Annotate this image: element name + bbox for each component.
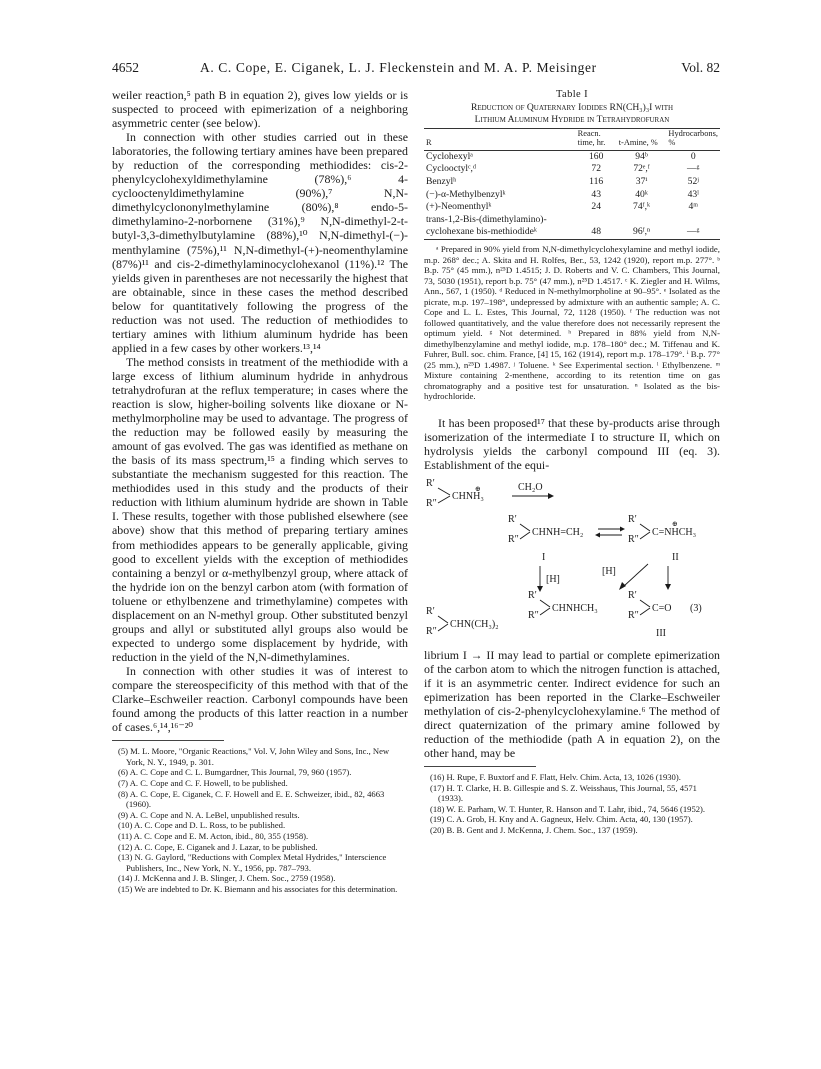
bond xyxy=(438,616,448,623)
body-paragraph: librium I → II may lead to partial or complete epimerization of the carbon atom to which the nitrogen function is attached, if it is an asymmetric center. Indirect evidence for such an epimerization has been reported in the Clarke–Eschweiler methylation of cis-2-phenylcyclohexylamine.⁶ The method of direct quaternization of the primary amine followed by reduction of the methiodide (path A in equation 2), on the other hand, may be xyxy=(424,647,720,761)
arrow-head xyxy=(537,586,543,592)
table-row xyxy=(424,163,720,176)
charge-sign: ⊕ xyxy=(475,484,481,493)
table-row xyxy=(424,201,720,214)
reaction-scheme-svg xyxy=(424,476,720,644)
table-cell: 0 xyxy=(690,150,696,162)
body-paragraph: weiler reaction,⁵ path B in equation 2), gives low yields or is suspected to proceed with epimerization of a neighboring asymmetric center (see below). xyxy=(112,88,408,131)
substituent-r1: R′ xyxy=(426,477,435,489)
table-header-row xyxy=(424,129,720,151)
footnote: (6) A. C. Cope and C. L. Bumgardner, This Journal, 79, 960 (1957). xyxy=(118,767,352,778)
table-cell: 37ⁱ xyxy=(635,176,648,188)
bond xyxy=(438,488,450,495)
table-row xyxy=(424,176,720,189)
ammonium-group: CHNH₃ xyxy=(452,490,484,502)
bond xyxy=(640,524,650,531)
table-row xyxy=(424,214,720,240)
compound-label-ii: II xyxy=(672,551,679,563)
substituent-r2: R″ xyxy=(426,497,437,509)
table-cell: 40ᵏ xyxy=(635,188,648,200)
compound-label-iii: III xyxy=(656,627,666,639)
reaction-scheme xyxy=(424,476,720,644)
table-cell: Cyclohexylᵃ xyxy=(426,150,473,162)
table-caption: Table I xyxy=(555,89,589,100)
substituent-r1: R′ xyxy=(508,513,517,525)
bond xyxy=(640,532,650,539)
substituent-r2: R″ xyxy=(508,533,519,545)
footnote: (17) H. T. Clarke, H. B. Gillespie and S. Z. Weisshaus, This Journal, 55, 4571 (1933). xyxy=(430,782,697,804)
table-cell: 24 xyxy=(591,201,601,213)
substituent-r2: R″ xyxy=(426,625,437,637)
bond xyxy=(520,532,530,539)
compound-label-i: I xyxy=(542,551,546,563)
page-number: 4652 xyxy=(112,60,139,75)
body-paragraph: It has been proposed¹⁷ that these by-products arise through isomerization of the intermediate I to structure II, which on hydrolysis yields the carbonyl compound III (eq. 3). Establishment of the equi- xyxy=(424,415,720,472)
table-footnotes: ᵃ Prepared in 90% yield from N,N-dimethylcyclohexylamine and methyl iodide, m.p. 268° dec.; A. Skita and H. Rolfes, Ber., 53, 1242 (1920), report m.p. 277°. ᵇ B.p. 75° (45 mm.), n²⁵D 1.4515; J. D. Roberts and V. C. Chambers, This Journal, 73, 5030 (1951), report b.p. 75° (47 mm.), n²⁵D 1.4517. ᶜ K. Ziegler and H. Wilms, Ann., 567, 1 (1950). ᵈ Reduced in N-methylmorpholine at 90–95°. ᵉ Isolated as the picrate, m.p. 197–198°, undepressed by admixture with an authentic sample; A. C. Cope and L. L. Estes, This Journal, 72, 1128 (1950). ᶠ The reduction was not followed quantitatively, and the value therefore does not necessarily represent the optimum yield. ᵍ Not determined. ʰ Prepared in 88% yield from N,N-dimethylbenzylamine and methyl iodide, m.p. 178–180° dec.; M. Tiffenau and K. Fuhrer, Bull. soc. chim. France, [4] 15, 162 (1914), report m.p. 178–179°. ⁱ B.p. 77° (25 mm.), n²⁵D 1.4987. ʲ Toluene. ᵏ See Experimental section. ˡ Ethylbenzene. ᵐ Mixture containing 2-menthene, according to its retention time on gas chromatography and a positive test for unsaturation. ⁿ Isolated as the bis-hydrochloride. xyxy=(424,244,720,402)
table-cell: 43ˡ xyxy=(687,188,699,200)
bond xyxy=(540,600,550,607)
table-cell: 52ʲ xyxy=(687,176,699,188)
footnote: (11) A. C. Cope and E. M. Acton, ibid., 80, 355 (1958). xyxy=(118,830,309,841)
table-cell: 72 xyxy=(591,163,601,175)
charge-sign: ⊕ xyxy=(672,519,678,528)
carbonyl-group: C=O xyxy=(652,602,672,614)
footnotes-right xyxy=(424,772,720,836)
data-table xyxy=(424,128,720,240)
footnote: (5) M. L. Moore, "Organic Reactions," Vol. V, John Wiley and Sons, Inc., New York, N. Y., 1949, p. 301. xyxy=(118,746,390,767)
author-line: A. C. Cope, E. Ciganek, L. J. Fleckenstein and M. A. P. Meisinger xyxy=(200,60,597,75)
right-column xyxy=(424,88,720,836)
iminium-group: C=NHCH₃ xyxy=(652,526,697,538)
bond xyxy=(640,608,650,615)
arrow-head xyxy=(620,526,625,531)
footnote: (19) C. A. Grob, H. Kny and A. Gagneux, Helv. Chim. Acta, 40, 130 (1957). xyxy=(430,814,693,825)
table-cell: 74ᶠ,ᵏ xyxy=(633,201,651,213)
table-cell: 96ᶠ,ⁿ xyxy=(633,226,651,238)
substituent-r2: R″ xyxy=(528,609,539,621)
footnote-rule xyxy=(424,766,536,767)
footnote: (13) N. G. Gaylord, "Reductions with Complex Metal Hydrides," Interscience Publishers, Inc., New York, N. Y., 1956, pp. 787–793. xyxy=(118,852,387,873)
substituent-r1: R′ xyxy=(426,605,435,617)
table-notes xyxy=(424,244,720,402)
bond xyxy=(640,600,650,607)
footnote: (7) A. C. Cope and C. F. Howell, to be published. xyxy=(118,777,288,788)
table-cell: 72ᵉ,ᶠ xyxy=(633,163,650,175)
footnote: (9) A. C. Cope and N. A. LeBel, unpublished results. xyxy=(118,809,300,820)
volume-label: Vol. 82 xyxy=(681,60,720,75)
reagent-label: CH₂O xyxy=(518,481,543,493)
substituent-r1: R′ xyxy=(628,513,637,525)
substituent-r2: R″ xyxy=(628,609,639,621)
footnote: (12) A. C. Cope, E. Ciganek and J. Lazar, to be published. xyxy=(118,841,318,852)
substituent-r1: R′ xyxy=(528,589,537,601)
arrow-head xyxy=(665,584,671,590)
reduction-arrow xyxy=(624,564,648,586)
footnote: (16) H. Rupe, F. Buxtorf and F. Flatt, Helv. Chim. Acta, 13, 1026 (1930). xyxy=(430,772,681,783)
bond xyxy=(438,624,448,631)
body-paragraph: In connection with other studies carried out in these laboratories, the following tertiary amines have been prepared by reduction of the corresponding methiodides: cis-2-phenylcyclohexyldimethylamine (78%),⁶ 4-cyclooctenyldimethylamine (90%),⁷ N,N-dimethylcyclononylmethylamine (80%),⁸ endo-5-dimethylamino-2-norbornene (31%),⁹ N,N-dimethyl-2-t-butyl-3,3-dimethylbutylamine (88%),¹⁰ N,N-dimethyl-(−)-menthylamine (75%),¹¹ N,N-dimethyl-(+)-neomenthylamine (87%)¹¹ and cis-2-dimethylaminocyclohexanol (11%).¹² The yields given in parentheses are not necessarily the highest that are obtainable, since in these cases the method described below for quantitatively following the progress of the reduction was not used. The reduction of methiodides to tertiary amines with lithium aluminum hydride has been applied in a few cases by other workers.¹³,¹⁴ xyxy=(112,130,408,355)
column-header: R xyxy=(426,138,432,148)
bond xyxy=(520,524,530,531)
footnote: (14) J. McKenna and J. B. Slinger, J. Chem. Soc., 2759 (1958). xyxy=(118,873,336,884)
table-cell: —ᵍ xyxy=(686,163,700,175)
table-cell: Cyclooctylᶜ,ᵈ xyxy=(426,163,476,175)
imine-group: CHNH=CH₂ xyxy=(532,526,584,538)
table-cell: (+)-Neomenthylᵏ xyxy=(426,201,492,213)
footnote: (10) A. C. Cope and D. L. Ross, to be published. xyxy=(118,820,286,831)
footnote: (15) We are indebted to Dr. K. Biemann and his associates for this determination. xyxy=(118,883,398,894)
table-row xyxy=(424,150,720,163)
bond xyxy=(438,496,450,503)
table-cell: (−)-α-Methylbenzylᵏ xyxy=(426,188,506,200)
table-cell: 43 xyxy=(591,188,601,200)
table-subtitle: Lithium Aluminum Hydride in Tetrahydrofuran xyxy=(474,114,670,126)
footnote: (20) B. B. Gent and J. McKenna, J. Chem. Soc., 137 (1959). xyxy=(430,825,638,836)
table-cell: 48 xyxy=(591,226,601,238)
secondary-amine: CHNHCH₃ xyxy=(552,602,598,614)
table-row xyxy=(424,189,720,202)
body-paragraph: In connection with other studies it was of interest to compare the stereospecificity of this method with that of the Clarke–Eschweiler reaction. Carbonyl compounds have been found among the products of this latter reaction in a number of cases.⁶,¹⁴,¹⁶⁻²⁰ xyxy=(112,663,408,735)
footnotes-left xyxy=(112,746,408,894)
table-block xyxy=(424,88,720,402)
column-header: t-Amine, % xyxy=(618,138,658,148)
hydride-label: [H] xyxy=(602,565,616,577)
table-cell: 94ᵇ xyxy=(635,150,648,162)
table-cell: 116 xyxy=(589,176,604,188)
table-cell: 4ᵐ xyxy=(688,201,698,213)
footnote: (18) W. E. Parham, W. T. Hunter, R. Hanson and T. Lahr, ibid., 74, 5646 (1952). xyxy=(430,803,706,814)
hydride-label: [H] xyxy=(546,573,560,585)
table-cell: —ᵍ xyxy=(686,226,700,238)
running-header xyxy=(112,60,720,80)
column-header: Hydrocarbons, % xyxy=(668,129,718,148)
left-column xyxy=(112,88,408,894)
arrow-head xyxy=(619,582,626,590)
column-header: Reacn. time, hr. xyxy=(577,129,606,148)
substituent-r2: R″ xyxy=(628,533,639,545)
arrow-head xyxy=(548,493,554,499)
arrow-head xyxy=(595,532,600,537)
table-cell: Benzylʰ xyxy=(426,176,457,188)
table-subtitle: Reduction of Quaternary Iodides RN(CH₃)₃I with xyxy=(470,102,674,114)
bond xyxy=(540,608,550,615)
footnote-rule xyxy=(112,740,224,741)
substituent-r1: R′ xyxy=(628,589,637,601)
table-cell: trans-1,2-Bis-(dimethylamino)-cyclohexane bis-methiodideᵏ xyxy=(426,213,547,238)
body-paragraph: The method consists in treatment of the methiodide with a large excess of lithium aluminum hydride in anhydrous tetrahydrofuran at the reflux temperature; in cases where the reaction is slow, higher-boiling solvents like dioxane or N-methylmorpholine may be used to advantage. The progress of the reduction may be followed easily by measuring the amount of gas evolved. The gas was identified as methane on the basis of its mass spectrum,¹⁵ a finding which serves to substantiate the mechanism suggested for this reaction. The methiodides used in this study and the products of their reduction with lithium aluminum hydride are shown in Table I. These results, together with those published elsewhere (see above) show that this method of preparing tertiary amines from methiodides appears to be generally applicable, giving good to excellent yields with the exception of methiodides containing a benzyl or α-methylbenzyl group, where attack of the hydride ion on the benzyl carbon atom (with formation of toluene or ethylbenzene and trimethylamine) competes with displacement on an N-methyl group. Other substituted benzyl groups and allyl or substituted allyl groups also would be expected to undergo some displacement by hydride, with reduction in the yield of the N,N-dimethylamines. xyxy=(112,354,408,664)
footnote: (8) A. C. Cope, E. Ciganek, C. F. Howell and E. E. Schweizer, ibid., 82, 4663 (1960). xyxy=(118,788,385,810)
equation-number: (3) xyxy=(690,602,702,614)
table-cell: 160 xyxy=(588,150,604,162)
tertiary-amine: CHN(CH₃)₂ xyxy=(450,618,499,630)
